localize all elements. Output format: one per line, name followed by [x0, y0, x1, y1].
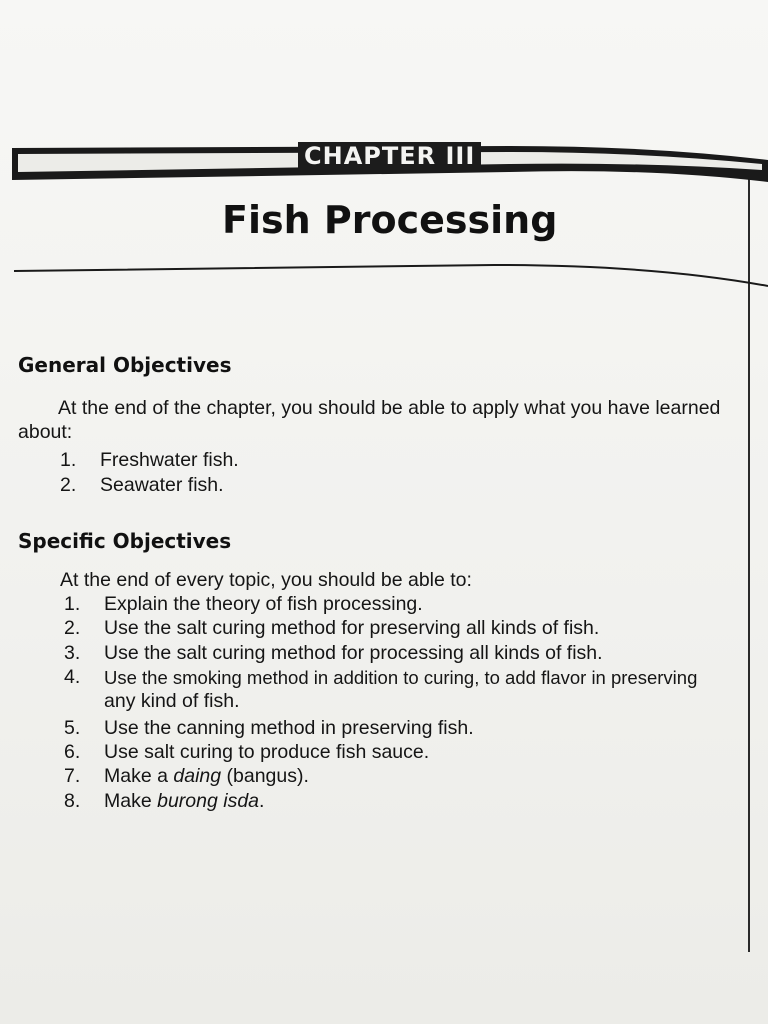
list-text: Use the smoking method in addition to curing, to add flavor in preserving [104, 667, 698, 688]
list-number: 6. [64, 741, 81, 763]
title-rule [14, 262, 768, 290]
general-intro: At the end of the chapter, you should be able to apply what you have learned [58, 397, 721, 419]
list-text: Freshwater fish. [100, 449, 239, 471]
list-text: Use the salt curing method for preserving all kinds of fish. [104, 617, 600, 639]
general-objectives-heading: General Objectives [18, 353, 232, 377]
list-text: Use the salt curing method for processing all kinds of fish. [104, 642, 603, 664]
chapter-label: CHAPTER III [298, 142, 481, 170]
emphasis-text: daing [173, 765, 222, 787]
list-number: 4. [64, 666, 81, 688]
chapter-title: Fish Processing [222, 198, 558, 242]
list-text: Seawater fish. [100, 474, 224, 496]
list-number: 8. [64, 790, 81, 812]
general-intro-cont: about: [18, 421, 73, 443]
list-number: 2. [60, 474, 77, 496]
list-number: 3. [64, 642, 81, 664]
list-text: Make burong isda. [104, 790, 265, 812]
list-number: 1. [60, 449, 77, 471]
list-number: 7. [64, 765, 81, 787]
list-number: 2. [64, 617, 81, 639]
emphasis-text: burong isda [157, 790, 260, 812]
list-text: Make a daing (bangus). [104, 765, 309, 787]
list-text: Use salt curing to produce fish sauce. [104, 741, 430, 763]
list-text: Use the canning method in preserving fish. [104, 717, 474, 739]
specific-objectives-heading: Specific Objectives [18, 529, 232, 553]
specific-intro: At the end of every topic, you should be able to: [60, 569, 472, 591]
list-number: 5. [64, 717, 81, 739]
list-text: Explain the theory of fish processing. [104, 593, 423, 615]
list-text: any kind of fish. [104, 690, 240, 712]
list-number: 1. [64, 593, 81, 615]
